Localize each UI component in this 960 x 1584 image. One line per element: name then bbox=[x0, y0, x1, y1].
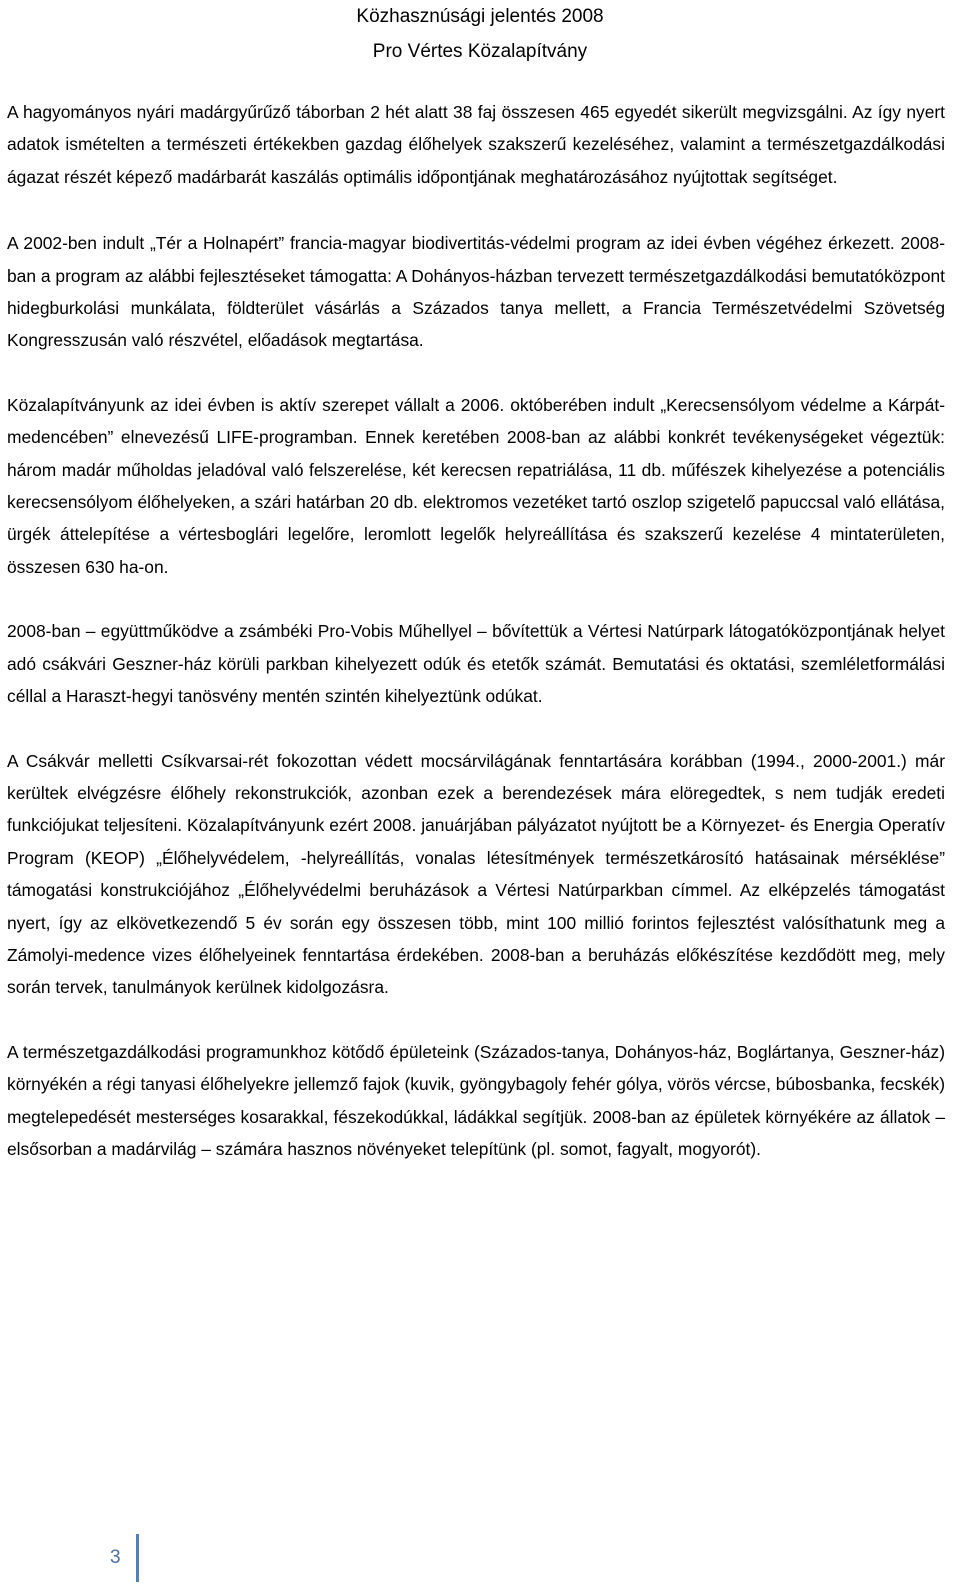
document-body bbox=[7, 96, 945, 1197]
paragraph-saker-falcon-life: Közalapítványunk az idei évben is aktív szerepet vállalt a 2006. októberében indult „Kerecsensólyom védelme a Kárpát-medencében” elnevezésű LIFE-programban. Ennek keretében 2008-ban az alábbi konkrét tevékenységeket végeztük: három madár műholdas jeladóval való felszerelése, két kerecsen repatriálása, 11 db. műfészek kihelyezése a potenciális kerecsensólyom élőhelyeken, a szári határban 20 db. elektromos vezetéket tartó oszlop szigetelő papuccsal való ellátása, ürgék áttelepítése a vértesboglári legelőre, leromlott legelők helyreállítása és szakszerű kezelése 4 mintaterületen, összesen 630 ha-on. bbox=[7, 394, 945, 577]
paragraph-nature-park-nestboxes: 2008-ban – együttműködve a zsámbéki Pro-Vobis Műhellyel – bővítettük a Vértesi Natúrpark látogatóközpontjának helyet adó csákvári Geszner-ház körüli parkban kihelyezett odúk és etetők számát. Bemutatási és oktatási, szemléletformálási céllal a Haraszt-hegyi tanösvény mentén szintén kihelyeztünk odúkat. bbox=[7, 621, 945, 707]
paragraph-farm-habitats: A természetgazdálkodási programunkhoz kötődő épületeink (Százados-tanya, Dohányos-ház, Boglártanya, Geszner-ház) környékén a régi tanyasi élőhelyekre jellemző fajok (kuvik, gyöngybagoly fehér gólya, vörös vércse, búbosbanka, fecskék) megtelepedését mesterséges kosarakkal, fészekodúkkal, ládákkal segítjük. 2008-ban az épületek környékére az állatok – elsősorban a madárvilág – számára hasznos növényeket telepítünk (pl. somot, fagyalt, mogyorót). bbox=[7, 1041, 945, 1159]
paragraph-biodiversity-program: A 2002-ben indult „Tér a Holnapért” francia-magyar biodivertitás-védelmi program az idei évben végéhez érkezett. 2008-ban a program az alábbi fejlesztéseket támogatta: A Dohányos-házban tervezett természetgazdálkodási bemutatóközpont hidegburkolási munkálata, földterület vásárlás a Százados tanya mellett, a Francia Természetvédelmi Szövetség Kongresszusán való részvétel, előadások megtartása. bbox=[7, 233, 945, 351]
page-number: 3 bbox=[110, 1547, 121, 1568]
page-footer bbox=[110, 1532, 139, 1584]
page-header bbox=[0, 0, 960, 70]
document-title: Közhasznúsági jelentés 2008 bbox=[356, 6, 604, 27]
paragraph-bird-ringing-camp: A hagyományos nyári madárgyűrűző táborban 2 hét alatt 38 faj összesen 465 egyedét sikerült megvizsgálni. Az így nyert adatok ismételten a természeti értékekben gazdag élőhelyek szakszerű kezeléséhez, valamint a természetgazdálkodási ágazat részét képező madárbarát kaszálás optimális időpontjának meghatározásához nyújtottak segítséget. bbox=[7, 102, 945, 187]
organization-name: Pro Vértes Közalapítvány bbox=[372, 41, 588, 62]
footer-accent-bar bbox=[136, 1534, 139, 1582]
paragraph-csikvarsai-meadow: A Csákvár melletti Csíkvarsai-rét fokozottan védett mocsárvilágának fenntartására korábban (1994., 2000-2001.) már kerültek elvégzésre élőhely rekonstrukciók, azonban ezek a berendezések mára elöregedtek, s nem tudják eredeti funkciójukat teljesíteni. Közalapítványunk ezért 2008. januárjában pályázatot nyújtott be a Környezet- és Energia Operatív Program (KEOP) „Élőhelyvédelem, -helyreállítás, vonalas létesítmények természetkárosító hatásainak mérséklése” támogatási konstrukciójához „Élőhelyvédelmi beruházások a Vértesi Natúrparkban címmel. Az elképzelés támogatást nyert, így az elkövetkezendő 5 év során egy összesen több, mint 100 millió forintos fejlesztést valósíthatunk meg a Zámolyi-medence vizes élőhelyeinek fenntartása érdekében. 2008-ban a beruházás előkészítése kezdődött meg, mely során tervek, tanulmányok kerülnek kidolgozásra. bbox=[7, 750, 945, 998]
